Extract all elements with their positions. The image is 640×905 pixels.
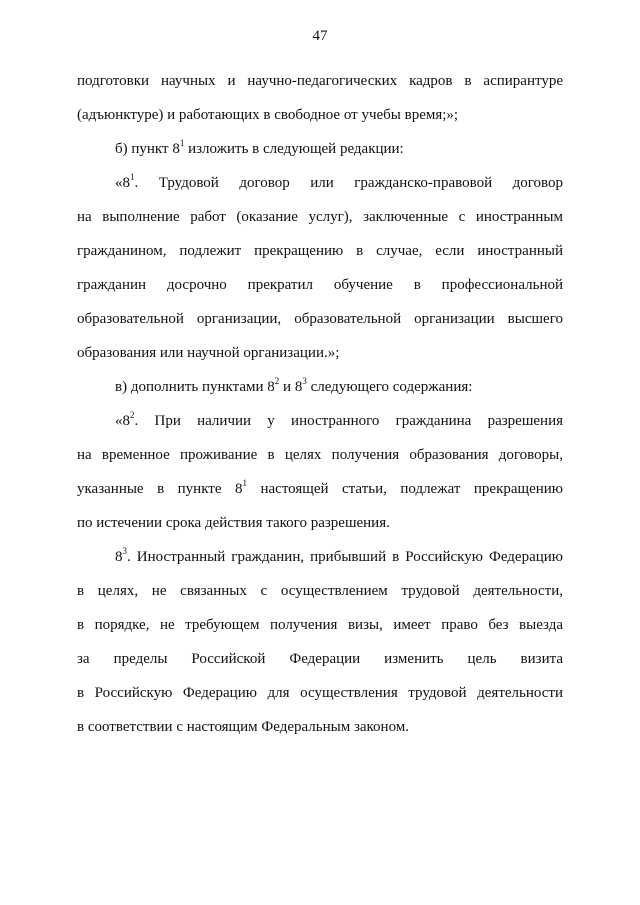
text-line: за пределы Российской Федерации изменить цель визита xyxy=(77,651,563,667)
text-line: на выполнение работ (оказание услуг), заключенные с иностранным xyxy=(77,209,563,225)
text-line: «$8^1$. Трудовой договор или гражданско-правовой договор xyxy=(115,172,563,191)
text-line: «$8^2$. При наличии у иностранного гражданина разрешения xyxy=(115,410,563,429)
text-line: в Российскую Федерацию для осуществления трудовой деятельности xyxy=(77,685,563,701)
text-line: указанные в пункте $8^1$ настоящей статьи, подлежат прекращению xyxy=(77,478,563,497)
page-number: 47 xyxy=(312,28,328,44)
text-line: $8^3$. Иностранный гражданин, прибывший в Российскую Федерацию xyxy=(115,546,563,565)
text-line: в) дополнить пунктами $8^2$ и $8^3$ следующего содержания: xyxy=(115,376,473,395)
text-line: подготовки научных и научно-педагогических кадров в аспирантуре xyxy=(77,73,563,89)
text-line: в целях, не связанных с осуществлением трудовой деятельности, xyxy=(77,583,563,599)
text-line: по истечении срока действия такого разрешения. xyxy=(77,515,390,531)
text-line: образовательной организации, образовательной организации высшего xyxy=(77,311,563,327)
text-line: б) пункт $8^1$ изложить в следующей редакции: xyxy=(115,138,404,157)
text-line: на временное проживание в целях получения образования договоры, xyxy=(77,447,563,463)
text-line: гражданином, подлежит прекращению в случае, если иностранный xyxy=(77,243,563,259)
text-line: образования или научной организации.»; xyxy=(77,345,340,361)
text-line: в порядке, не требующем получения визы, имеет право без выезда xyxy=(77,617,563,633)
text-line: в соответствии с настоящим Федеральным законом. xyxy=(77,719,410,735)
text-line: гражданин досрочно прекратил обучение в профессиональной xyxy=(77,277,563,293)
text-line: (адъюнктуре) и работающих в свободное от учебы время;»; xyxy=(77,107,459,123)
